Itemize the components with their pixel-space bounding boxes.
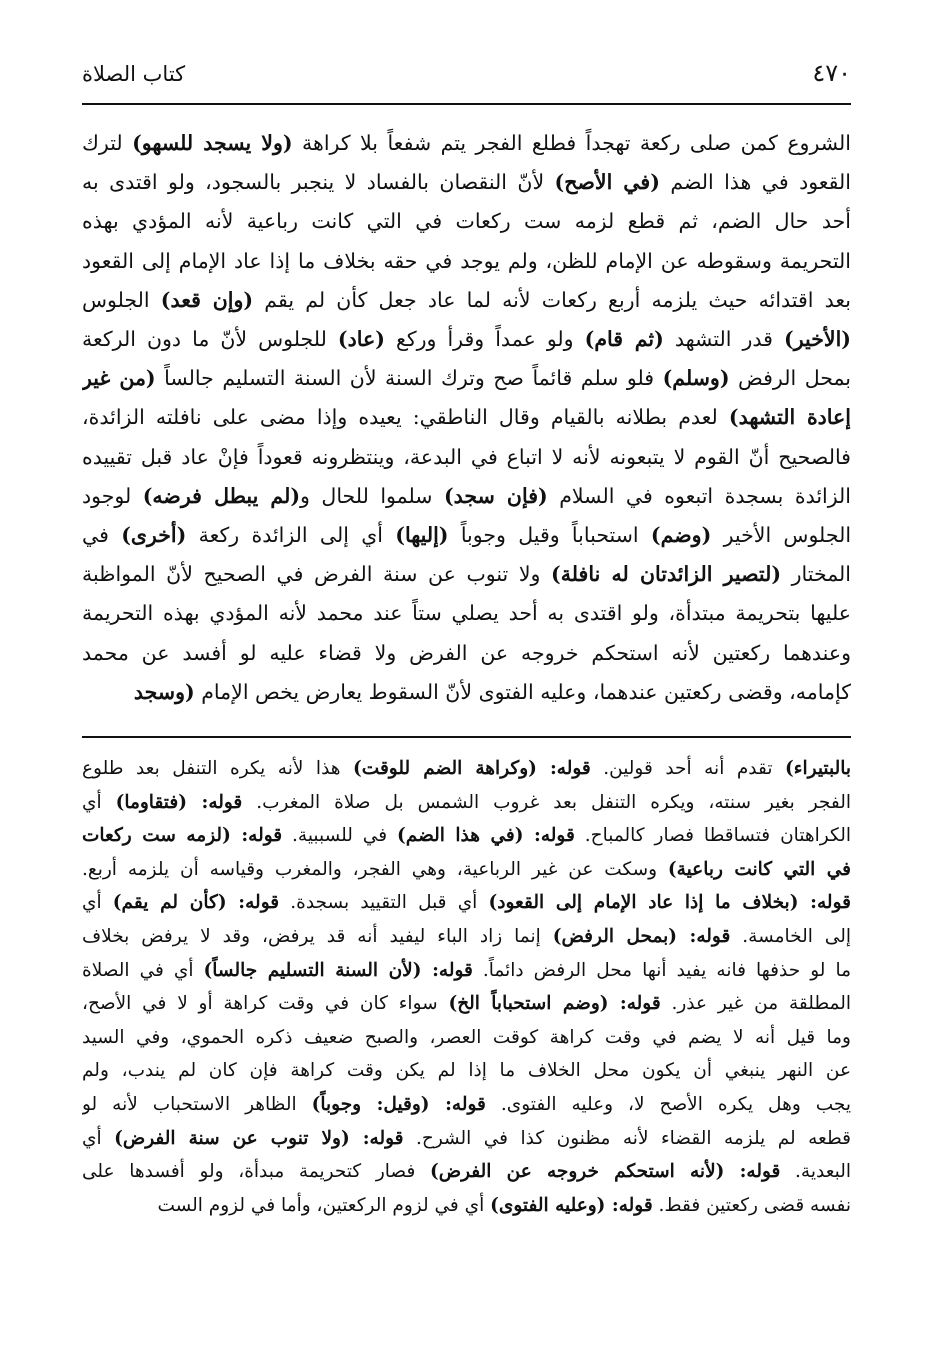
running-title: كتاب الصلاة xyxy=(82,62,186,86)
bold-term: (من غير xyxy=(82,366,156,391)
header-rule xyxy=(82,103,851,105)
page-number: ٤٧٠ xyxy=(812,59,851,87)
main-text-line: الجلوس الأخير (وضم) استحباباً وقيل وجوباً (إليها) أي إلى الزائدة ركعة (أخرى) في xyxy=(82,523,851,548)
bold-term: (فإن سجد) xyxy=(443,483,548,508)
bold-term: إعادة التشهد) xyxy=(728,405,851,430)
footnote-line: نفسه قضى ركعتين فقط. قوله: (وعليه الفتوى) أي في لزوم الركعتين، وأما في لزوم الست xyxy=(157,1194,851,1216)
footnote-line: وما قيل أنه لا يضم في وقت كراهة كوقت العصر، والصبح ضعيف ذكره الحموي، وفي السيد xyxy=(82,1026,851,1048)
page-header xyxy=(82,58,851,94)
main-text-line: فالصحيح أنّ القوم لا يتبعونه لأنه لا اتباع في البدعة، وينتظرونه قعوداً فإنْ عاد قبل تقييده xyxy=(82,444,851,469)
bold-term: (في الأصح) xyxy=(554,170,660,195)
main-text-line: الشروع كمن صلى ركعة تهجداً فطلع الفجر يتم شفعاً بلا كراهة (ولا يسجد للسهو) لترك xyxy=(82,131,851,155)
footnote-line: الفجر بغير سنته، ويكره التنفل بعد غروب الشمس بل صلاة المغرب. قوله: (فتقاوما) أي xyxy=(82,791,851,813)
bold-term: (أخرى) xyxy=(121,523,187,548)
footnote-line: ما لو حذفها فانه يفيد أنها محل الرفض دائماً. قوله: (لأن السنة التسليم جالساً) أي في الصلاة xyxy=(82,959,851,981)
bold-term: (وسلم) xyxy=(662,366,730,391)
bold-term: (ولا يسجد للسهو) xyxy=(132,131,293,155)
bold-term: في التي كانت رباعية) xyxy=(667,858,851,880)
main-text-line: بعد اقتدائه حيث يلزمه أربع ركعات لأنه لما عاد جعل كأن لم يقم (وإن قعد) الجلوس xyxy=(82,287,851,312)
footnote-line: البعدية. قوله: (لأنه استحكم خروجه عن الفرض) فصار كتحريمة مبدأة، ولو أفسدها على xyxy=(82,1161,851,1183)
bold-term: قوله: (وقيل: وجوباً) xyxy=(311,1093,486,1115)
bold-term: قوله: (وعليه الفتوى) xyxy=(490,1194,653,1216)
bold-term: قوله: (بخلاف ما إذا عاد الإمام إلى القعود) xyxy=(488,892,851,914)
bold-term: (وضم) xyxy=(650,523,712,548)
main-text-line: إعادة التشهد) لعدم بطلانه بالقيام وقال الناطقي: يعيده وإذا مضى على نافلته الزائدة، xyxy=(82,405,851,430)
bold-term: (الأخير) xyxy=(784,327,851,352)
bold-term: (وإن قعد) xyxy=(160,287,254,312)
footnote-line: في التي كانت رباعية) وسكت عن غير الرباعية، وهي الفجر، والمغرب وقياسه أن يلزمه أربع. xyxy=(82,858,851,880)
footnote-line: يجب وهل يكره الأصح لا، وعليه الفتوى. قوله: (وقيل: وجوباً) الظاهر الاستحباب لأنه لو xyxy=(82,1093,851,1115)
bold-term: قوله: (وضم استحباباً الخ) xyxy=(448,993,661,1015)
footnote-line: قوله: (بخلاف ما إذا عاد الإمام إلى القعود) أي قبل التقييد بسجدة. قوله: (كأن لم يقم) أي xyxy=(82,892,851,914)
main-text-line: أحد حال الضم، ثم قطع لزمه ست ركعات في التي كانت رباعية لأنه المؤدي بهذه xyxy=(82,209,851,234)
main-text-line: التحريمة وسقوطه عن الإمام للظن، ولم يوجد في حقه بخلاف ما إذا عاد الإمام إلى القعود xyxy=(82,248,851,273)
bold-term: قوله: (ولا تنوب عن سنة الفرض) xyxy=(114,1127,404,1149)
main-text-line: (الأخير) قدر التشهد (ثم قام) ولو عمداً وقرأ وركع (عاد) للجلوس لأنّ ما دون الركعة xyxy=(82,327,851,352)
bold-term: قوله: (في هذا الضم) xyxy=(397,825,575,847)
bold-term: (إليها) xyxy=(395,523,449,548)
main-text xyxy=(82,124,851,712)
main-text-line: كإمامه، وقضى ركعتين عندهما، وعليه الفتوى لأنّ السقوط يعارض يخص الإمام (وسجد xyxy=(133,679,851,704)
bold-term: بالبتيراء) xyxy=(785,758,851,779)
main-text-line: القعود في هذا الضم (في الأصح) لأنّ النقصان بالفساد لا ينجبر بالسجود، ولو اقتدى به xyxy=(82,170,851,195)
footnote-rule xyxy=(82,736,851,738)
main-text-line: بمحل الرفض (وسلم) فلو سلم قائماً صح وترك السنة لأن السنة التسليم جالساً (من غير xyxy=(82,366,851,391)
footnotes xyxy=(82,752,851,1222)
footnote-line: الكراهتان فتساقطا فصار كالمباح. قوله: (في هذا الضم) في للسببية. قوله: (لزمه ست ركعات xyxy=(82,825,851,847)
main-text-line: المختار (لتصير الزائدتان له نافلة) ولا تنوب عن سنة الفرض في الصحيح لأنّ المواظبة xyxy=(82,562,851,587)
bold-term: قوله: (كأن لم يقم) xyxy=(112,892,280,914)
footnote-line: عن النهر ينبغي أن يكون محل الخلاف ما إذا لم يكن وقت كراهة فإن كان لم يندب، ولم xyxy=(82,1060,851,1082)
bold-term: قوله: (فتقاوما) xyxy=(115,791,243,813)
bold-term: قوله: (لأنه استحكم خروجه عن الفرض) xyxy=(429,1161,781,1183)
footnote-line: بالبتيراء) تقدم أنه أحد قولين. قوله: (وكراهة الضم للوقت) هذا لأنه يكره التنفل بعد طلوع xyxy=(82,758,851,779)
footnote-line: المطلقة من غير عذر. قوله: (وضم استحباباً الخ) سواء كان في وقت كراهة أو لا في الأصح، xyxy=(82,993,851,1015)
main-text-line: الزائدة بسجدة اتبعوه في السلام (فإن سجد) سلموا للحال و(لم يبطل فرضه) لوجود xyxy=(82,483,851,508)
footnote-line: إلى الخامسة. قوله: (بمحل الرفض) إنما زاد الباء ليفيد أنه قد يرفض، وقد لا يرفض بخلاف xyxy=(82,925,851,947)
bold-term: (ثم قام) xyxy=(584,327,664,352)
bold-term: قوله: (لزمه ست ركعات xyxy=(82,825,283,847)
main-text-line: وعندهما ركعتين لأنه استحكم خروجه عن الفرض ولا قضاء عليه لو أفسد عن محمد xyxy=(82,640,851,665)
footnote-line: قطعه لم يلزمه القضاء لأنه مظنون كذا في الشرح. قوله: (ولا تنوب عن سنة الفرض) أي xyxy=(82,1127,851,1149)
bold-term: (لتصير الزائدتان له نافلة) xyxy=(551,562,782,587)
bold-term: (لم يبطل فرضه) xyxy=(142,483,301,508)
bold-term: (عاد) xyxy=(337,327,385,352)
bold-term: قوله: (لأن السنة التسليم جالساً) xyxy=(203,959,473,981)
bold-term: قوله: (بمحل الرفض) xyxy=(552,925,731,947)
bold-term: (وسجد xyxy=(133,679,195,704)
main-text-line: عليها بتحريمة مبتدأة، ولو اقتدى به أحد يصلي ستاً عند محمد لأنه المؤدي بهذه التحريمة xyxy=(82,601,851,626)
bold-term: قوله: (وكراهة الضم للوقت) xyxy=(353,758,591,779)
